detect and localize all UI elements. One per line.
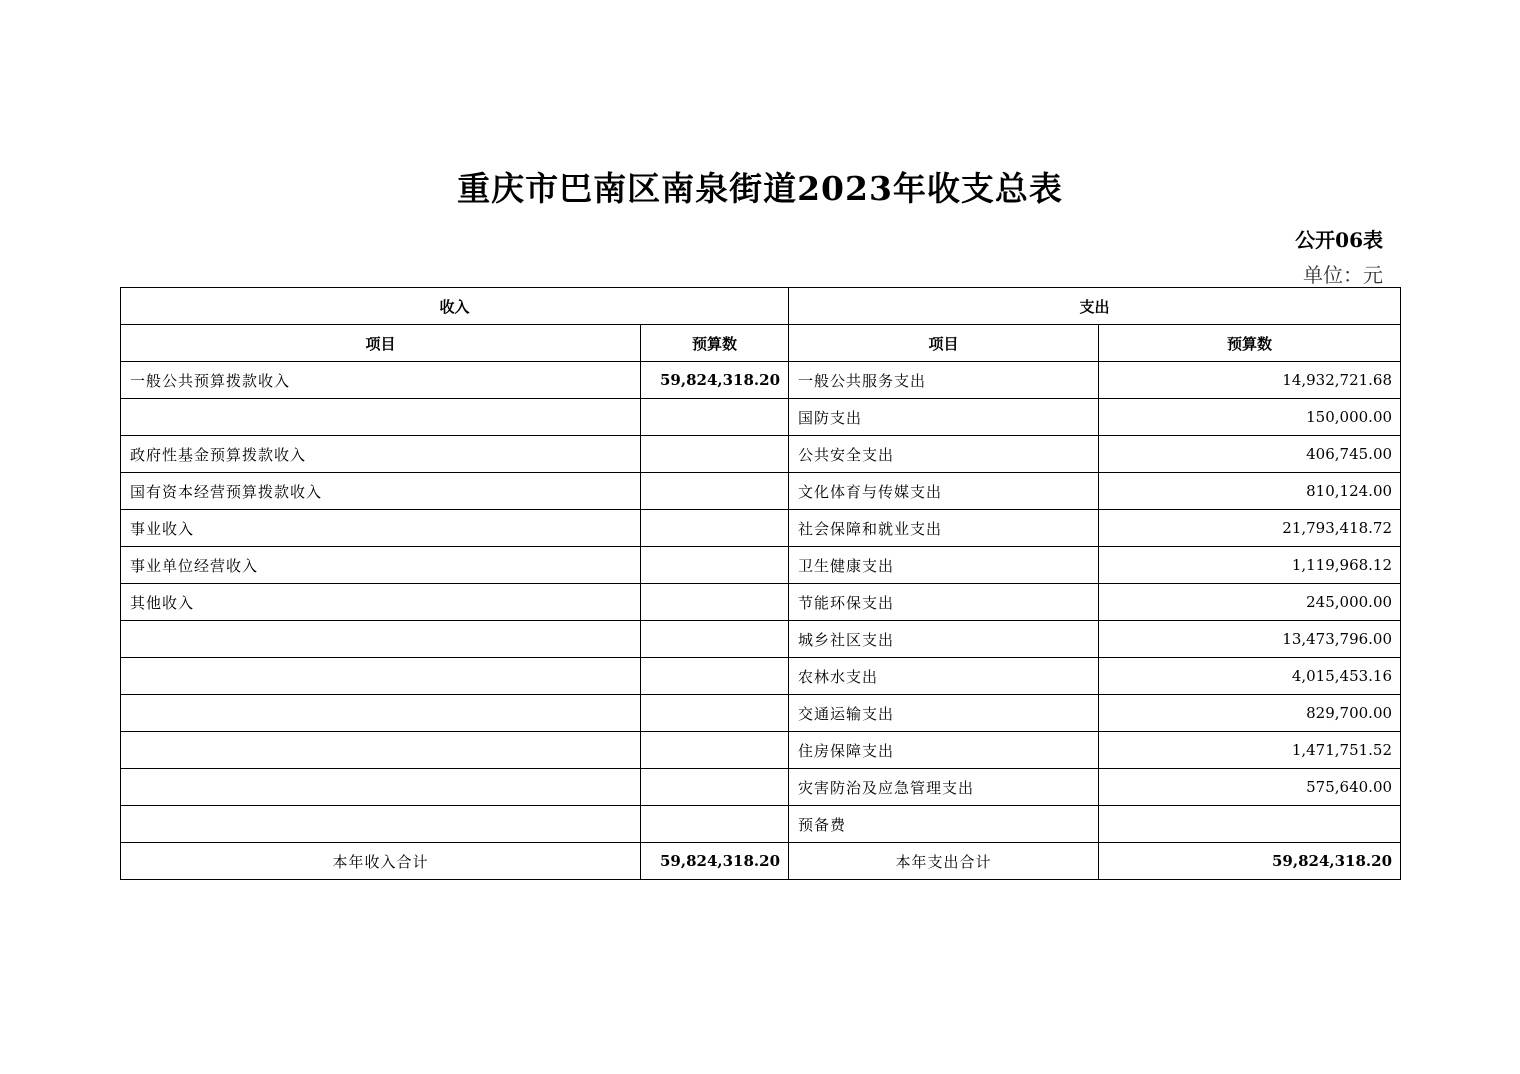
table-row (121, 510, 1401, 547)
form-number: 公开06表 (1295, 228, 1383, 252)
income-item (121, 769, 641, 806)
expense-total-label: 本年支出合计 (789, 843, 1099, 880)
table-row (121, 658, 1401, 695)
expense-amount: 829,700.00 (1099, 695, 1401, 732)
income-item: 事业单位经营收入 (121, 547, 641, 584)
total-row (121, 843, 1401, 880)
column-header-row (121, 325, 1401, 362)
income-item: 其他收入 (121, 584, 641, 621)
table-row (121, 436, 1401, 473)
table-row (121, 769, 1401, 806)
income-item (121, 658, 641, 695)
expense-amount-column-header: 预算数 (1099, 325, 1401, 362)
income-amount: 59,824,318.20 (641, 362, 789, 399)
expense-amount: 21,793,418.72 (1099, 510, 1401, 547)
expense-item: 文化体育与传媒支出 (789, 473, 1099, 510)
section-header-row (121, 288, 1401, 325)
income-amount (641, 732, 789, 769)
expense-item: 节能环保支出 (789, 584, 1099, 621)
income-amount (641, 473, 789, 510)
table-row (121, 695, 1401, 732)
income-item (121, 695, 641, 732)
income-item (121, 399, 641, 436)
income-amount (641, 806, 789, 843)
expense-item: 预备费 (789, 806, 1099, 843)
table-row (121, 806, 1401, 843)
income-section-header: 收入 (121, 288, 789, 325)
expense-amount (1099, 806, 1401, 843)
expense-item: 一般公共服务支出 (789, 362, 1099, 399)
table-row (121, 584, 1401, 621)
income-amount (641, 547, 789, 584)
expense-amount: 14,932,721.68 (1099, 362, 1401, 399)
income-item: 事业收入 (121, 510, 641, 547)
table-row (121, 399, 1401, 436)
unit-label: 单位：元 (1303, 263, 1383, 287)
expense-section-header: 支出 (789, 288, 1401, 325)
income-amount (641, 584, 789, 621)
income-item (121, 621, 641, 658)
expense-amount: 245,000.00 (1099, 584, 1401, 621)
table-row (121, 732, 1401, 769)
income-amount (641, 658, 789, 695)
expense-item: 住房保障支出 (789, 732, 1099, 769)
expense-item: 城乡社区支出 (789, 621, 1099, 658)
income-amount (641, 695, 789, 732)
table-row (121, 621, 1401, 658)
income-total-label: 本年收入合计 (121, 843, 641, 880)
income-total-amount: 59,824,318.20 (641, 843, 789, 880)
income-amount-column-header: 预算数 (641, 325, 789, 362)
income-amount (641, 769, 789, 806)
income-amount (641, 621, 789, 658)
expense-item-column-header: 项目 (789, 325, 1099, 362)
expense-amount: 13,473,796.00 (1099, 621, 1401, 658)
expense-item: 灾害防治及应急管理支出 (789, 769, 1099, 806)
expense-amount: 810,124.00 (1099, 473, 1401, 510)
expense-amount: 1,119,968.12 (1099, 547, 1401, 584)
table-row (121, 473, 1401, 510)
income-amount (641, 510, 789, 547)
expense-item: 公共安全支出 (789, 436, 1099, 473)
income-item: 国有资本经营预算拨款收入 (121, 473, 641, 510)
page-title: 重庆市巴南区南泉街道2023年收支总表 (457, 169, 1063, 208)
expense-total-amount: 59,824,318.20 (1099, 843, 1401, 880)
budget-summary-table (120, 287, 1401, 880)
expense-item: 农林水支出 (789, 658, 1099, 695)
income-item (121, 806, 641, 843)
income-item: 一般公共预算拨款收入 (121, 362, 641, 399)
expense-amount: 4,015,453.16 (1099, 658, 1401, 695)
expense-amount: 406,745.00 (1099, 436, 1401, 473)
table-row (121, 362, 1401, 399)
income-amount (641, 436, 789, 473)
expense-amount: 575,640.00 (1099, 769, 1401, 806)
expense-item: 卫生健康支出 (789, 547, 1099, 584)
income-item-column-header: 项目 (121, 325, 641, 362)
table-body (121, 362, 1401, 880)
expense-amount: 150,000.00 (1099, 399, 1401, 436)
income-item (121, 732, 641, 769)
expense-item: 国防支出 (789, 399, 1099, 436)
table-row (121, 547, 1401, 584)
expense-item: 交通运输支出 (789, 695, 1099, 732)
expense-item: 社会保障和就业支出 (789, 510, 1099, 547)
income-item: 政府性基金预算拨款收入 (121, 436, 641, 473)
income-amount (641, 399, 789, 436)
expense-amount: 1,471,751.52 (1099, 732, 1401, 769)
